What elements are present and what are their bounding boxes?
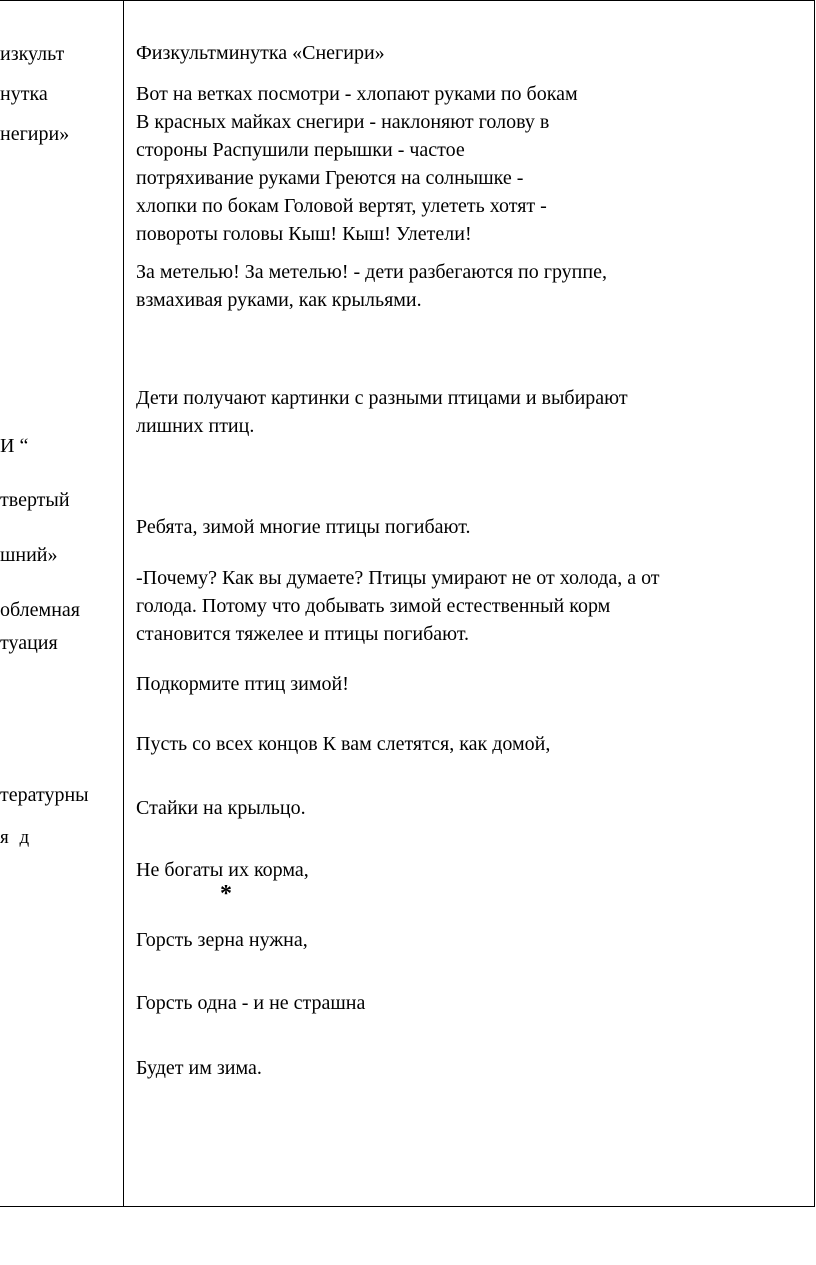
left-label-literaturny: тературны — [0, 784, 89, 806]
poem-line: повороты головы Кыш! Кыш! Улетели! — [136, 223, 472, 245]
left-label-problemnaya: облемная — [0, 599, 80, 621]
left-label-ryad: я д — [0, 827, 33, 848]
left-label-snegiri: негири» — [0, 123, 70, 145]
section-title: Физкультминутка «Снегири» — [136, 42, 385, 64]
feed-birds-text: Подкормите птиц зимой! — [136, 673, 349, 695]
table-border-right — [814, 0, 815, 1207]
verse-line: Будет им зима. — [136, 1057, 262, 1079]
asterisk-mark: * — [220, 881, 232, 907]
verse-line: Стайки на крыльцо. — [136, 797, 306, 819]
left-label-chetvertyi: твертый — [0, 489, 70, 511]
blizzard-line: За метелью! За метелью! - дети разбегаются по группе, — [136, 261, 607, 283]
poem-line: хлопки по бокам Головой вертят, улететь хотят - — [136, 195, 547, 217]
poem-line: В красных майках снегири - наклоняют голову в — [136, 111, 550, 133]
blizzard-line: взмахивая руками, как крыльями. — [136, 289, 422, 311]
verse-line: Пусть со всех концов К вам слетятся, как домой, — [136, 733, 551, 755]
why-line: голода. Потому что добывать зимой естественный корм — [136, 595, 611, 617]
poem-line: Вот на ветках посмотри - хлопают руками по бокам — [136, 83, 578, 105]
poem-line: стороны Распушили перышки - частое — [136, 139, 465, 161]
pictures-line: лишних птиц. — [136, 415, 255, 437]
why-line: -Почему? Как вы думаете? Птицы умирают не от холода, а от — [136, 567, 660, 589]
pictures-line: Дети получают картинки с разными птицами и выбирают — [136, 387, 628, 409]
left-label-lishnii: шний» — [0, 544, 58, 566]
why-line: становится тяжелее и птицы погибают. — [136, 623, 470, 645]
left-label-di: И “ — [0, 435, 29, 457]
left-label-minutka: нутка — [0, 83, 48, 105]
table-column-divider — [123, 0, 124, 1207]
verse-line: Не богаты их корма, — [136, 859, 309, 881]
verse-line: Горсть зерна нужна, — [136, 929, 308, 951]
left-label-situatsiya: туация — [0, 632, 58, 654]
left-label-fizkult: изкульт — [0, 43, 65, 65]
poem-line: потряхивание руками Греются на солнышке - — [136, 167, 524, 189]
verse-line: Горсть одна - и не страшна — [136, 992, 366, 1014]
winter-birds-text: Ребята, зимой многие птицы погибают. — [136, 516, 471, 538]
